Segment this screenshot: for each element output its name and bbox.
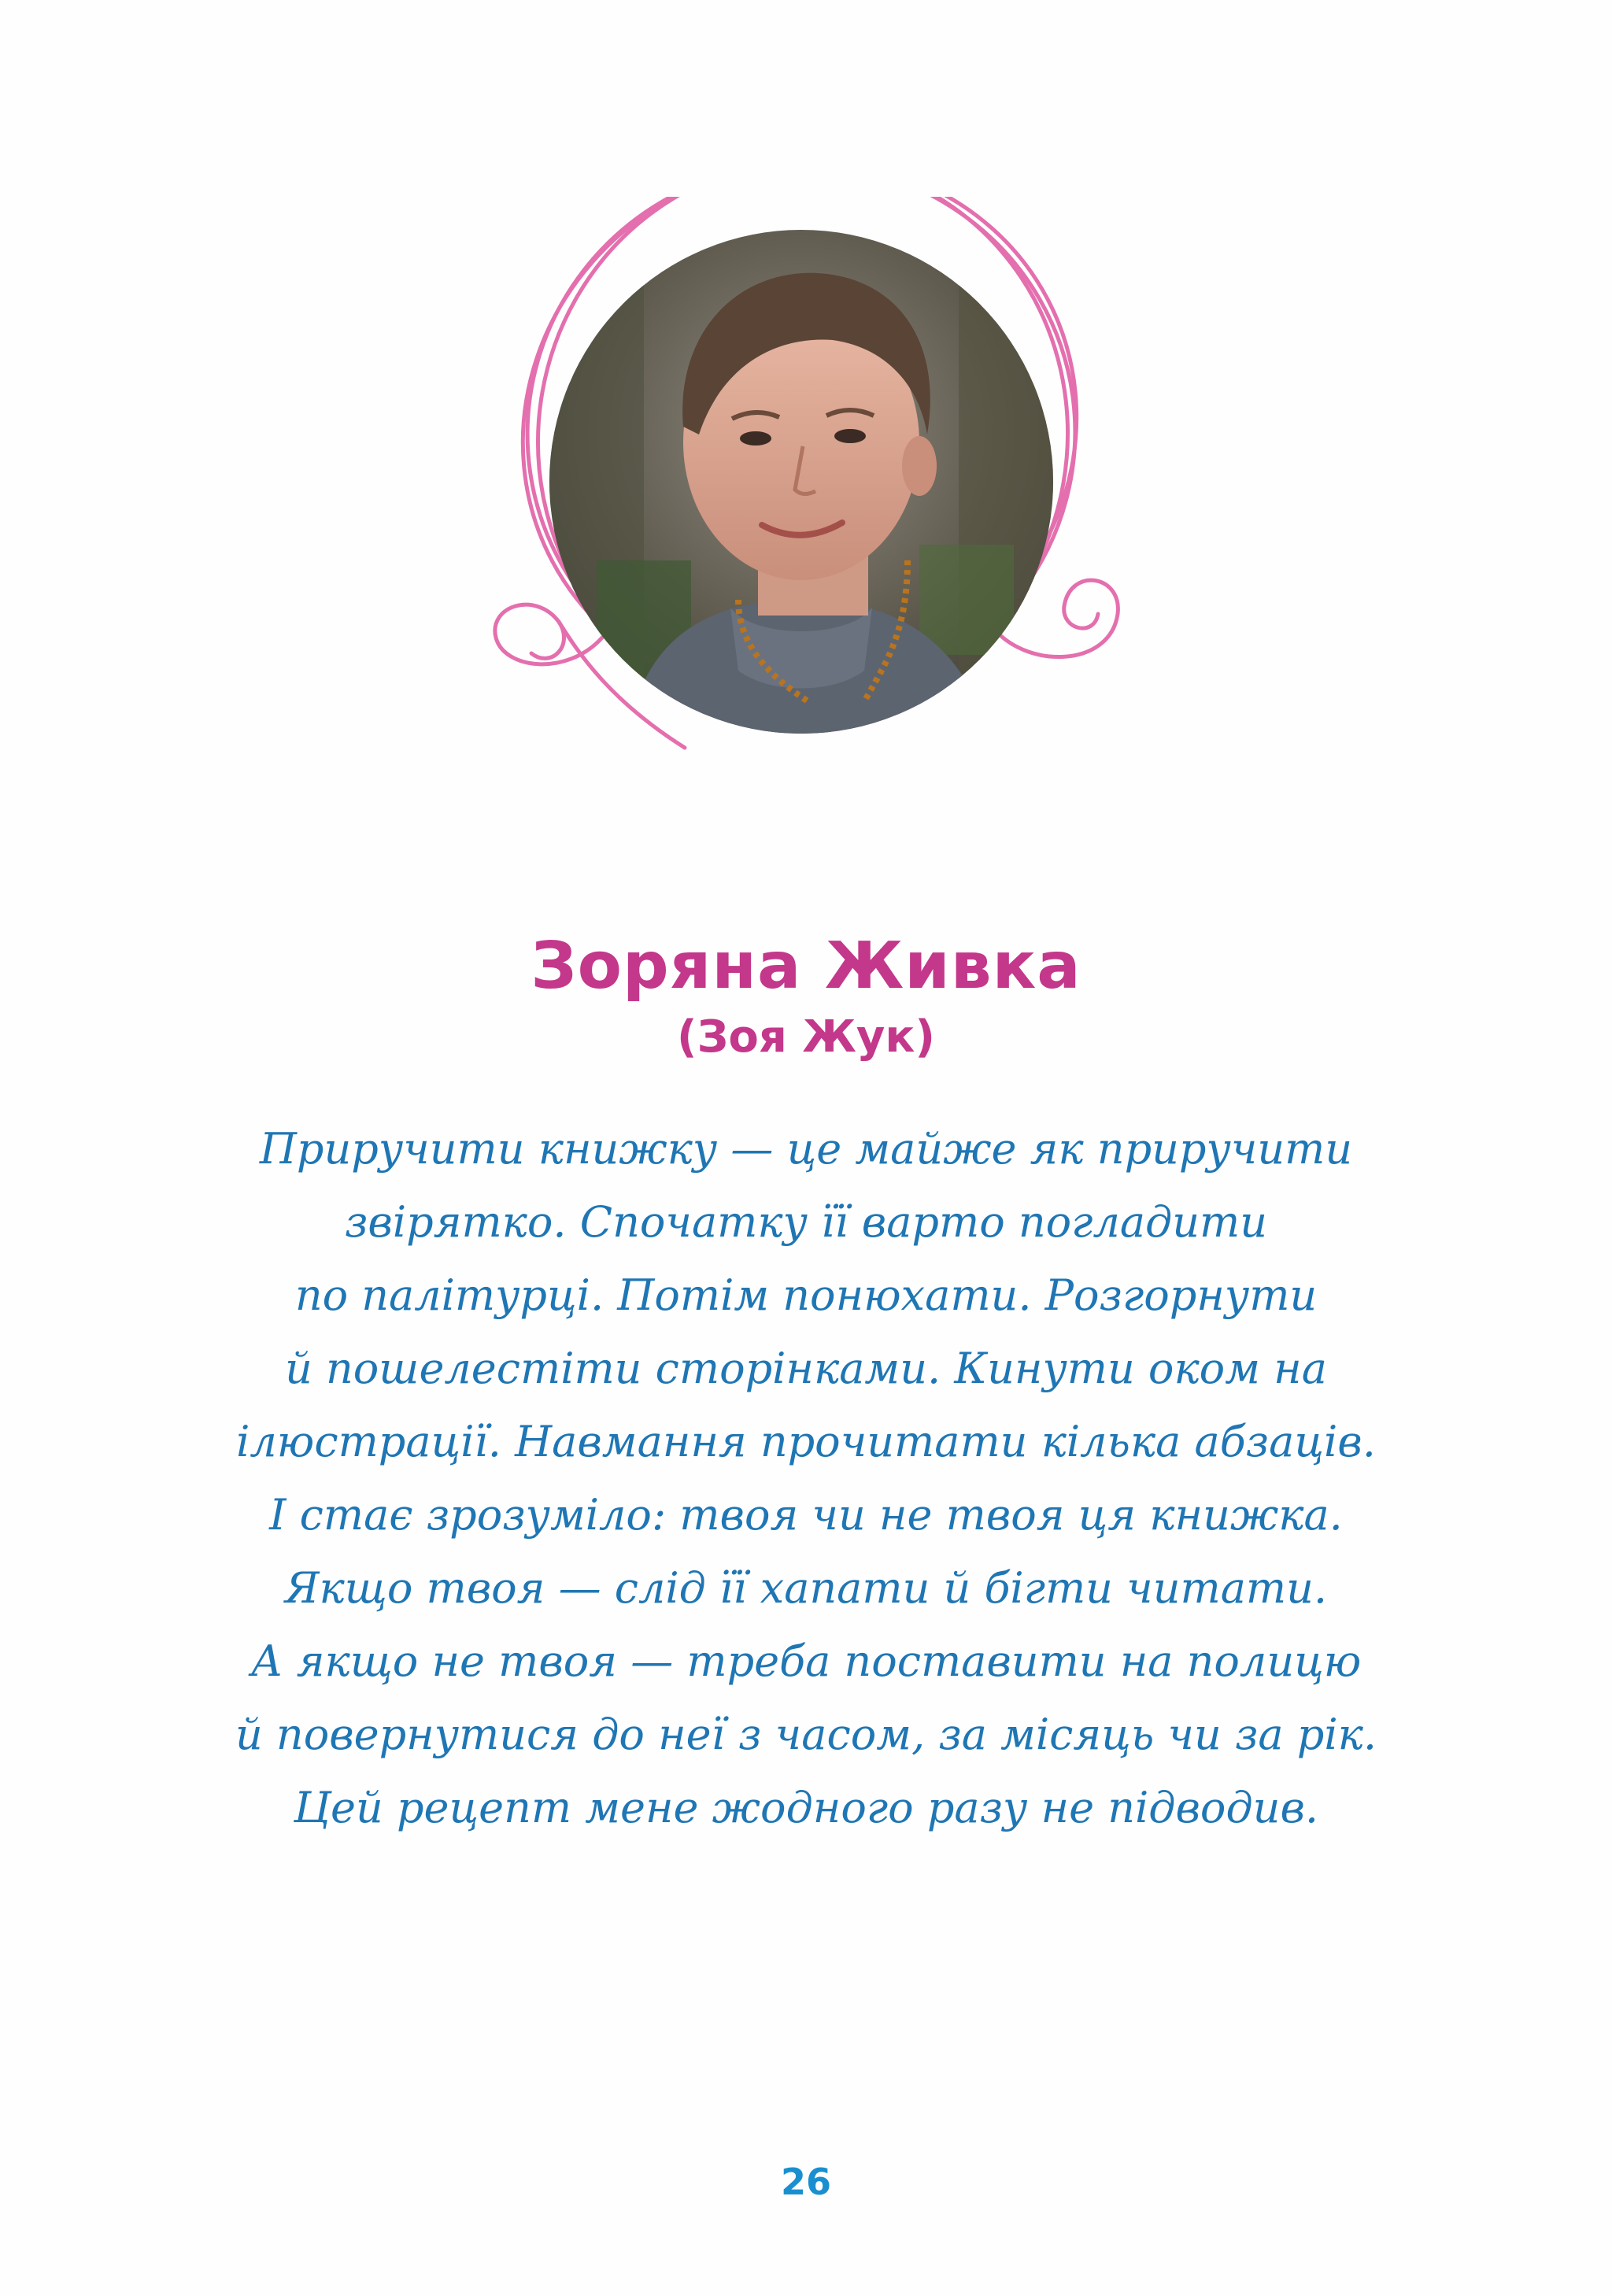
quote-line: Приручити книжку — це майже як приручити — [259, 1124, 1353, 1174]
quote-line: І стає зрозуміло: твоя чи не твоя ця книжка. — [269, 1490, 1343, 1540]
quote-line: Цей рецепт мене жодного разу не підводив. — [293, 1783, 1319, 1832]
author-portrait — [549, 230, 1053, 734]
quote-line: ілюстрації. Навмання прочитати кілька абзаців. — [236, 1417, 1376, 1466]
author-name: Зоряна Живка — [531, 929, 1081, 1004]
page-number: 26 — [780, 2161, 831, 2203]
quote-line: Якщо твоя — слід її хапати й бігти читати. — [284, 1563, 1328, 1613]
quote-line: й пошелестіти сторінками. Кинути оком на — [285, 1344, 1327, 1393]
author-pseudonym: (Зоя Жук) — [677, 1011, 935, 1063]
quote-line: звірятко. Спочатку її варто погладити — [344, 1197, 1268, 1247]
quote-line: по палітурці. Потім понюхати. Розгорнути — [294, 1270, 1318, 1320]
quote-line: й повернутися до неї з часом, за місяць чи за рік. — [235, 1710, 1377, 1759]
quote-line: А якщо не твоя — треба поставити на полицю — [250, 1636, 1362, 1686]
author-quote — [176, 1112, 1436, 1844]
